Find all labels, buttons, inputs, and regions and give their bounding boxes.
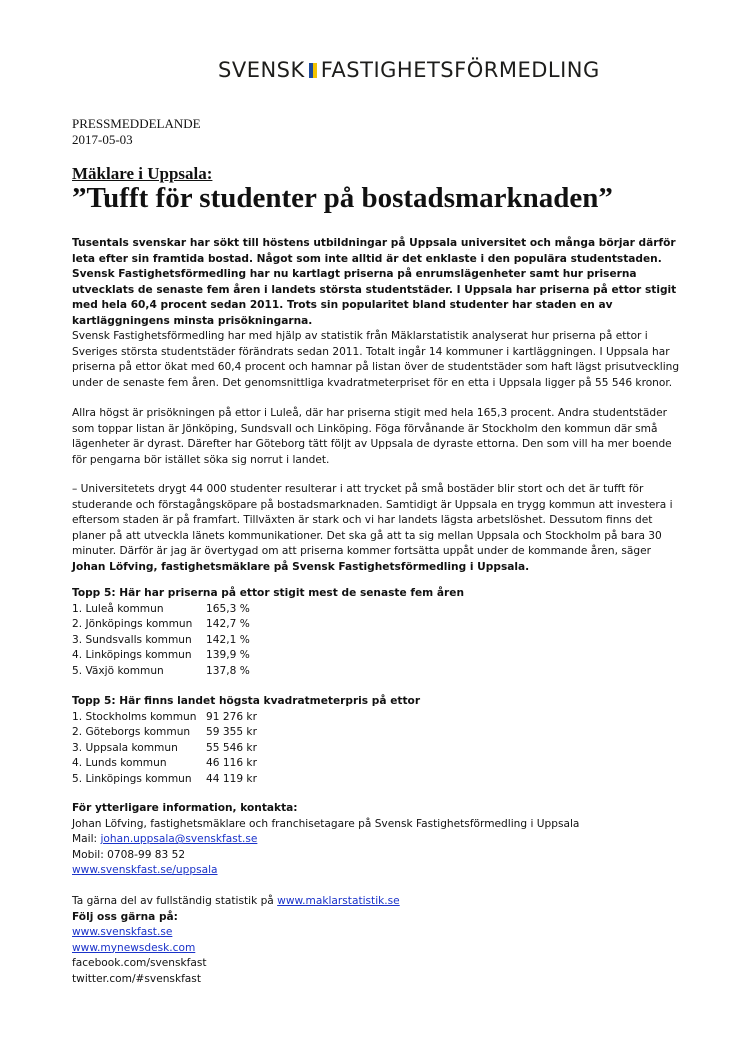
press-date: 2017-05-03 bbox=[72, 132, 133, 147]
brand-logo bbox=[218, 58, 600, 82]
subheadline: Mäklare i Uppsala: bbox=[72, 164, 213, 183]
list-row bbox=[72, 617, 464, 633]
contact-web-link[interactable]: www.svenskfast.se/uppsala bbox=[72, 864, 218, 877]
row-name: 1. Stockholms kommun bbox=[72, 710, 197, 723]
row-name: 1. Luleå kommun bbox=[72, 602, 164, 615]
body-paragraph-2 bbox=[72, 406, 684, 468]
list-title: Topp 5: Här finns landet högsta kvadratmeterpris på ettor bbox=[72, 695, 421, 707]
quote-text: – Universitetets drygt 44 000 studenter resulterar i att trycket på små bostäder blir stort och det är tufft för studerande och förstagångsköpare på bostadsmarknaden. Samtidigt är Uppsala en trygg kommun att investera i eftersom staden är på framfart. Tillväxten är stark och vi har landets lägsta arbetslöshet. Dessutom finns det planer på att utveckla länets kommunikationer. Det ska gå att ta sig mellan Uppsala och Stockholm på bara 30 minuter. Därför är jag är övertygad om att priserna kommer fortsätta uppåt under de kommande åren, säger bbox=[72, 483, 673, 558]
row-name: 5. Växjö kommun bbox=[72, 664, 164, 677]
row-name: 3. Uppsala kommun bbox=[72, 741, 178, 754]
top-price-list bbox=[72, 694, 420, 788]
list-row bbox=[72, 725, 420, 741]
top-growth-list bbox=[72, 586, 464, 680]
row-name: 5. Linköpings kommun bbox=[72, 772, 192, 785]
row-value: 142,7 % bbox=[206, 618, 250, 631]
contact-title: För ytterligare information, kontakta: bbox=[72, 802, 298, 814]
list-row bbox=[72, 602, 464, 618]
footer-block bbox=[72, 894, 400, 988]
svenskfast-link[interactable]: www.svenskfast.se bbox=[72, 926, 173, 939]
twitter-text: twitter.com/#svenskfast bbox=[72, 972, 201, 985]
logo-text-right: FASTIGHETSFÖRMEDLING bbox=[320, 58, 600, 82]
row-name: 2. Jönköpings kommun bbox=[72, 618, 193, 631]
list-row bbox=[72, 772, 420, 788]
row-name: 4. Linköpings kommun bbox=[72, 649, 192, 662]
row-value: 142,1 % bbox=[206, 633, 250, 646]
mail-label: Mail: bbox=[72, 833, 101, 846]
intro-paragraph bbox=[72, 236, 684, 330]
row-value: 55 546 kr bbox=[206, 741, 257, 754]
quote-paragraph bbox=[72, 482, 684, 576]
stats-line bbox=[72, 894, 400, 910]
stats-text: Ta gärna del av fullständig statistik på bbox=[72, 895, 278, 907]
body-paragraph-1 bbox=[72, 329, 684, 391]
row-name: 3. Sundsvalls kommun bbox=[72, 633, 192, 646]
flag-mark-icon bbox=[309, 63, 317, 78]
mail-link[interactable]: johan.uppsala@svenskfast.se bbox=[100, 833, 258, 846]
list-row bbox=[72, 648, 464, 664]
facebook-text: facebook.com/svenskfast bbox=[72, 957, 207, 970]
quote-speaker: Johan Löfving, fastighetsmäklare på Svensk Fastighetsförmedling i Uppsala. bbox=[72, 560, 530, 573]
follow-title: Följ oss gärna på: bbox=[72, 910, 178, 923]
paragraph-text: Svensk Fastighetsförmedling har med hjälp av statistik från Mäklarstatistik analyserat hur priserna på ettor i Sveriges största studentstäder förändrats sedan 2011. Totalt ingår 14 kommuner i kartläggningen. I Uppsala har priserna på ettor ökat med 60,4 procent och hamnar på listan över de studentstäder som haft lägst prisutveckling under de senaste fem åren. Det genomsnittliga kvadratmeterpriset för en etta i Uppsala ligger på 55 546 kronor. bbox=[72, 330, 680, 389]
list-title: Topp 5: Här har priserna på ettor stigit mest de senaste fem åren bbox=[72, 587, 464, 599]
paragraph-text: Allra högst är prisökningen på ettor i Luleå, där har priserna stigit med hela 165,3 procent. Andra studentstäder som toppar listan är Jönköping, Sundsvall och Linköping. Föga förvånande är Stockholm den kommun där små lägenheter är dyrast. Därefter har Göteborg tätt följt av Uppsala de dyraste ettorna. Den som vill ha mer boende för pengarna bör istället söka sig norrut i landet. bbox=[72, 407, 672, 466]
contact-mobile: Mobil: 0708-99 83 52 bbox=[72, 848, 186, 861]
list-row bbox=[72, 710, 420, 726]
contact-block bbox=[72, 801, 579, 879]
row-value: 44 119 kr bbox=[206, 772, 257, 785]
mynewsdesk-link[interactable]: www.mynewsdesk.com bbox=[72, 941, 196, 954]
press-kicker: PRESSMEDDELANDE bbox=[72, 116, 201, 131]
headline: ”Tufft för studenter på bostadsmarknaden” bbox=[72, 182, 613, 214]
row-value: 91 276 kr bbox=[206, 710, 257, 723]
logo-bar-yellow bbox=[313, 63, 317, 78]
list-row bbox=[72, 756, 420, 772]
contact-person: Johan Löfving, fastighetsmäklare och franchisetagare på Svensk Fastighetsförmedling i Uppsala bbox=[72, 817, 580, 830]
row-name: 4. Lunds kommun bbox=[72, 757, 167, 770]
list-row bbox=[72, 633, 464, 649]
contact-mail-line bbox=[72, 832, 579, 848]
intro-text: Tusentals svenskar har sökt till höstens utbildningar på Uppsala universitet och många börjar därför leta efter sin framtida bostad. Något som inte alltid är det enklaste i den populära studentstaden. Svensk Fastighetsförmedling har nu kartlagt priserna på enrumslägenheter samt hur priserna utvecklats de senaste fem åren i landets största studentstäder. I Uppsala har priserna på ettor stigit med hela 60,4 procent sedan 2011. Trots sin popularitet bland studenter har staden en av kartläggningens minsta prisökningarna. bbox=[72, 237, 677, 327]
row-value: 59 355 kr bbox=[206, 726, 257, 739]
row-value: 165,3 % bbox=[206, 602, 250, 615]
row-value: 137,8 % bbox=[206, 664, 250, 677]
stats-link[interactable]: www.maklarstatistik.se bbox=[277, 895, 400, 907]
logo-text-left: SVENSK bbox=[218, 58, 305, 82]
row-value: 139,9 % bbox=[206, 649, 250, 662]
row-name: 2. Göteborgs kommun bbox=[72, 726, 191, 739]
list-row bbox=[72, 741, 420, 757]
list-row bbox=[72, 664, 464, 680]
row-value: 46 116 kr bbox=[206, 757, 257, 770]
